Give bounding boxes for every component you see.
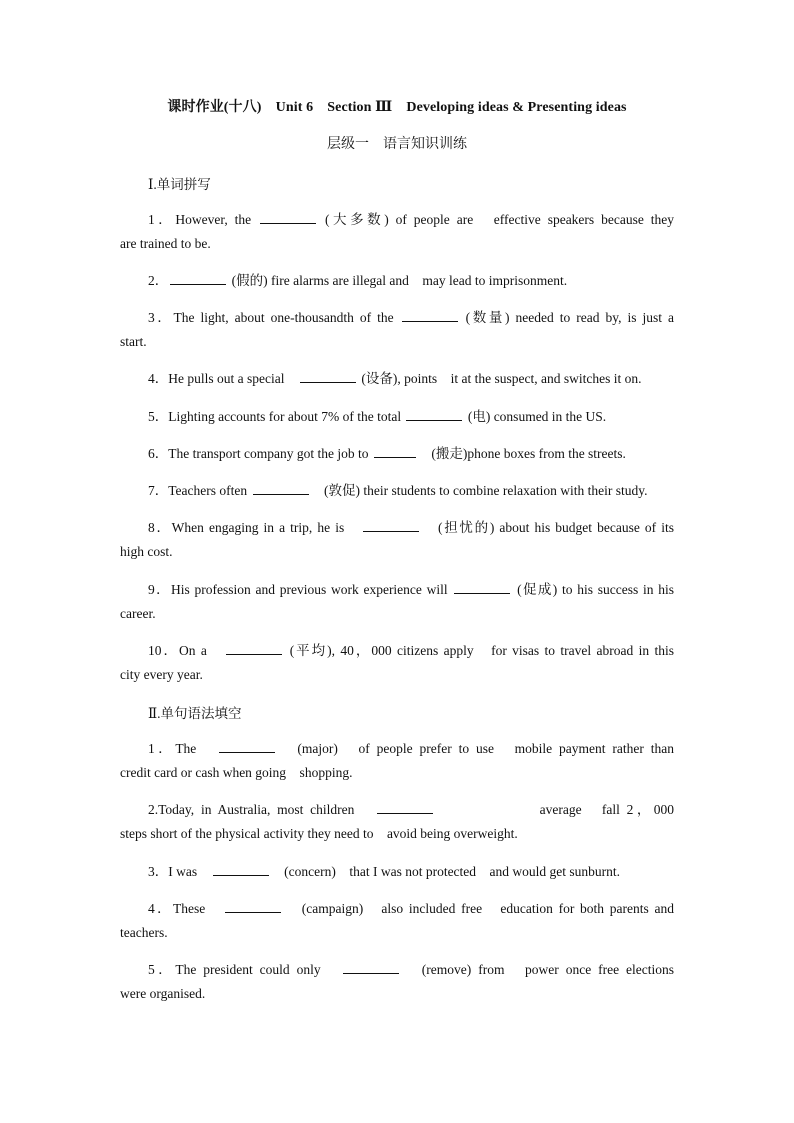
spelling-item-6: 6．The transport company got the job to (搬走)phone boxes from the streets.	[120, 442, 674, 466]
grammar-item-1: 1．The (major) of people prefer to use mobile payment rather than credit card or cash when going shopping.	[120, 737, 674, 785]
answer-blank[interactable]	[219, 738, 275, 753]
section-heading-grammar: Ⅱ.单句语法填空	[148, 706, 242, 721]
answer-blank[interactable]	[226, 640, 282, 655]
page-title: 课时作业(十八) Unit 6 Section Ⅲ Developing ideas & Presenting ideas	[167, 100, 627, 115]
answer-blank[interactable]	[377, 799, 433, 814]
spelling-item-2: 2． (假的) fire alarms are illegal and may lead to imprisonment.	[120, 269, 674, 293]
spelling-item-10: 10．On a (平均), 40，000 citizens apply for visas to travel abroad in this city every year.	[120, 639, 674, 687]
answer-blank[interactable]	[260, 209, 316, 224]
spelling-item-9: 9．His profession and previous work experience will (促成) to his success in his career.	[120, 578, 674, 626]
grammar-item-5: 5．The president could only (remove) from power once free elections were organised.	[120, 958, 674, 1006]
level-heading: 层级一 语言知识训练	[327, 137, 467, 152]
answer-blank[interactable]	[406, 406, 462, 421]
answer-blank[interactable]	[374, 443, 416, 458]
answer-blank[interactable]	[454, 579, 510, 594]
answer-blank[interactable]	[213, 861, 269, 876]
section-heading-spelling: Ⅰ.单词拼写	[148, 177, 211, 192]
spelling-item-7: 7．Teachers often (敦促) their students to combine relaxation with their study.	[120, 479, 674, 503]
grammar-item-3: 3．I was (concern) that I was not protected and would get sunburnt.	[120, 860, 674, 884]
spelling-item-5: 5．Lighting accounts for about 7% of the total (电) consumed in the US.	[120, 405, 674, 429]
answer-blank[interactable]	[170, 270, 226, 285]
grammar-item-2: 2.Today, in Australia, most children average fall 2，000 steps short of the physical activity they need to avoid being overweight.	[120, 798, 674, 846]
answer-blank[interactable]	[300, 368, 356, 383]
answer-blank[interactable]	[363, 517, 419, 532]
spelling-item-8: 8．When engaging in a trip, he is (担忧的) about his budget because of its high cost.	[120, 516, 674, 564]
spelling-item-3: 3．The light, about one-thousandth of the (数量) needed to read by, is just a start.	[120, 306, 674, 354]
answer-blank[interactable]	[343, 959, 399, 974]
answer-blank[interactable]	[253, 480, 309, 495]
answer-blank[interactable]	[225, 898, 281, 913]
spelling-item-4: 4．He pulls out a special (设备), points it at the suspect, and switches it on.	[120, 367, 674, 391]
spelling-item-1: 1．However, the (大多数) of people are effective speakers because they are trained to be.	[120, 208, 674, 256]
answer-blank[interactable]	[402, 307, 458, 322]
grammar-item-4: 4．These (campaign) also included free education for both parents and teachers.	[120, 897, 674, 945]
